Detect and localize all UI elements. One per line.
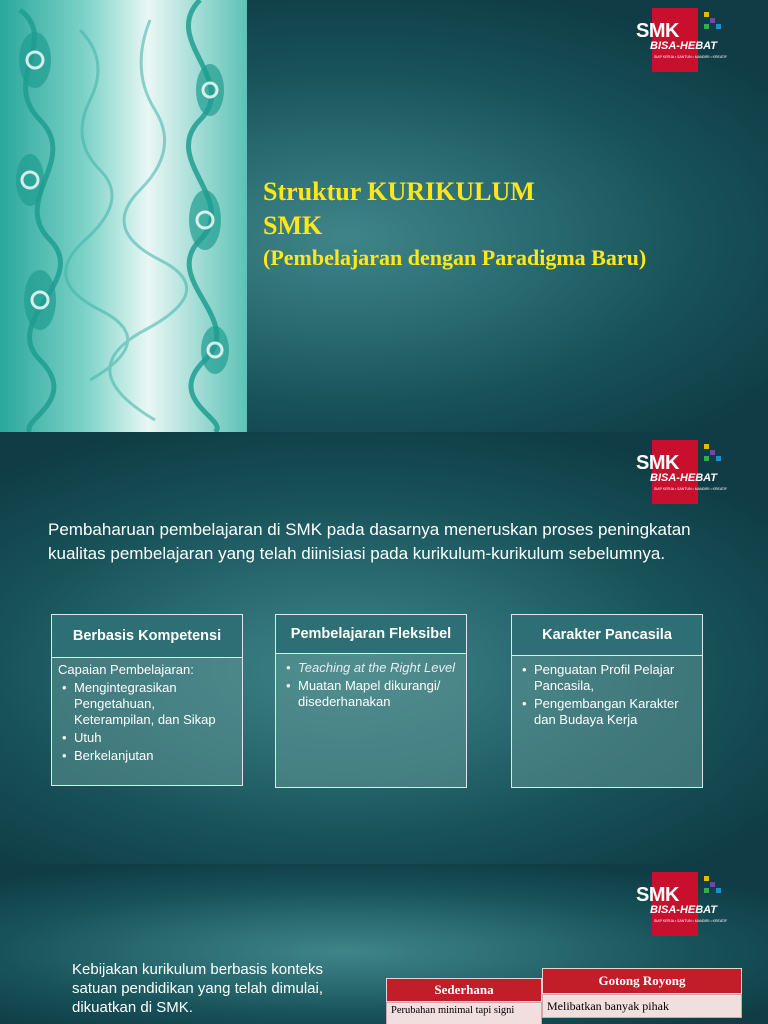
table-header: Sederhana bbox=[386, 978, 542, 1002]
title-line-3: (Pembelajaran dengan Paradigma Baru) bbox=[263, 245, 647, 270]
card-title: Pembelajaran Fleksibel bbox=[275, 614, 467, 654]
logo-pixel bbox=[704, 888, 709, 893]
list-item: • Berkelanjutan bbox=[58, 748, 236, 764]
card-body bbox=[275, 654, 467, 788]
list-item: • Penguatan Profil Pelajar Pancasila, bbox=[518, 662, 696, 694]
card-body bbox=[511, 656, 703, 788]
slide-title-text bbox=[263, 175, 646, 273]
logo-pixel bbox=[704, 456, 709, 461]
card-list bbox=[282, 660, 460, 710]
logo-text-smk: SMK bbox=[636, 20, 679, 42]
card-title: Berbasis Kompetensi bbox=[51, 614, 243, 658]
slide-title bbox=[0, 0, 768, 432]
slide-policy bbox=[0, 864, 768, 1024]
table-cell: Perubahan minimal tapi signi bbox=[386, 1002, 542, 1024]
logo-pixel bbox=[710, 18, 715, 23]
ornamental-pattern bbox=[0, 0, 247, 432]
title-line-1: Struktur KURIKULUM bbox=[263, 177, 535, 206]
table-sederhana bbox=[386, 978, 542, 1024]
smk-logo bbox=[634, 440, 732, 504]
card-list bbox=[518, 662, 696, 728]
list-item: • Mengintegrasikan Pengetahuan, Keterampilan, dan Sikap bbox=[58, 680, 236, 728]
table-gotong-royong bbox=[542, 968, 742, 1018]
list-item: • Pengembangan Karakter dan Budaya Kerja bbox=[518, 696, 696, 728]
logo-pixel bbox=[710, 882, 715, 887]
logo-tagline: SIAP KERJA • SANTUN • MANDIRI • KREATIF bbox=[654, 55, 728, 59]
card-berbasis-kompetensi bbox=[51, 614, 243, 786]
logo-pixel bbox=[716, 24, 721, 29]
card-lead: Capaian Pembelajaran: bbox=[58, 662, 194, 677]
smk-logo bbox=[634, 872, 732, 936]
logo-text-smk: SMK bbox=[636, 452, 679, 474]
logo-text-bisa-hebat: BISA-HEBAT bbox=[650, 40, 718, 52]
logo-tagline: SIAP KERJA • SANTUN • MANDIRI • KREATIF bbox=[654, 919, 728, 923]
card-karakter-pancasila bbox=[511, 614, 703, 788]
policy-paragraph: Kebijakan kurikulum berbasis konteks satuan pendidikan yang telah dimulai, dikuatkan di SMK. bbox=[72, 961, 324, 1016]
list-item: • Teaching at the Right Level bbox=[282, 660, 460, 676]
card-title: Karakter Pancasila bbox=[511, 614, 703, 656]
list-item: • Muatan Mapel dikurangi/ disederhanakan bbox=[282, 678, 460, 710]
table-header: Gotong Royong bbox=[542, 968, 742, 994]
smk-logo bbox=[634, 8, 732, 72]
card-body bbox=[51, 658, 243, 786]
logo-pixel bbox=[704, 876, 709, 881]
intro-paragraph: Pembaharuan pembelajaran di SMK pada dasarnya meneruskan proses peningkatan kualitas pembelajaran yang telah diinisiasi pada kurikulum-kurikulum sebelumnya. bbox=[48, 520, 691, 563]
logo-text-bisa-hebat: BISA-HEBAT bbox=[650, 472, 718, 484]
logo-pixel bbox=[704, 444, 709, 449]
logo-pixel bbox=[716, 888, 721, 893]
logo-text-bisa-hebat: BISA-HEBAT bbox=[650, 904, 718, 916]
title-line-2: SMK bbox=[263, 211, 323, 240]
card-list bbox=[58, 680, 236, 764]
card-pembelajaran-fleksibel bbox=[275, 614, 467, 788]
logo-tagline: SIAP KERJA • SANTUN • MANDIRI • KREATIF bbox=[654, 487, 728, 491]
table-cell: Melibatkan banyak pihak bbox=[542, 994, 742, 1018]
slide-overview bbox=[0, 432, 768, 864]
logo-pixel bbox=[710, 450, 715, 455]
list-item: • Utuh bbox=[58, 730, 236, 746]
logo-pixel bbox=[704, 12, 709, 17]
logo-pixel bbox=[704, 24, 709, 29]
logo-text-smk: SMK bbox=[636, 884, 679, 906]
logo-pixel bbox=[716, 456, 721, 461]
